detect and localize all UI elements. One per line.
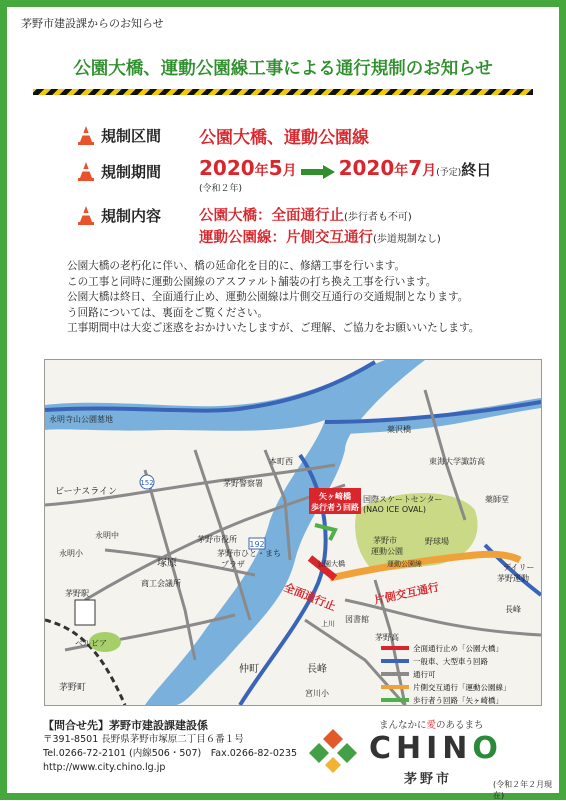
body-line: この工事と同時に運動公園線のアスファルト舗装の打ち換え工事を行います。 — [67, 275, 437, 288]
row-period — [77, 156, 539, 194]
content-line-1 — [199, 204, 412, 225]
reiwa-note: (令和２年) — [199, 184, 243, 194]
page-title: 公園大橋、運動公園線工事による通行規制のお知らせ — [73, 59, 493, 79]
map-label: 図書館 — [345, 615, 369, 624]
chino-logo — [369, 731, 503, 766]
tagline-ai: 愛 — [426, 720, 437, 731]
content-label: 規制内容 — [101, 207, 162, 225]
map-label: 野球場 — [425, 537, 449, 546]
detour-map — [44, 359, 542, 706]
section-label: 規制区間 — [101, 127, 162, 145]
city-name: 茅野市 — [404, 772, 453, 787]
section-value: 公園大橋、運動公園線 — [199, 128, 369, 148]
as-of-date: (令和２年２月現在) — [493, 780, 553, 800]
map-label: 茅野市ひと・まち — [217, 549, 281, 558]
map-label: 片側交互通行 — [372, 580, 441, 607]
map-label: デイリー — [503, 563, 535, 572]
contact-head: 【問合せ先】茅野市建設課建設係 — [43, 719, 208, 732]
body-line: 公園大橋の老朽化に伴い、橋の延命化を目的に、修繕工事を行います。 — [67, 260, 406, 272]
map-label: 商工会議所 — [141, 579, 181, 588]
traffic-cone-icon — [77, 161, 95, 181]
legend-label: 歩行者う回路「矢ヶ崎橋」 — [413, 696, 503, 705]
content-line-2 — [199, 226, 441, 247]
route-152-label: 152 — [140, 479, 154, 487]
map-label: プラザ — [221, 560, 245, 569]
period-value — [199, 156, 491, 180]
map-label: 歩行者う回路 — [311, 503, 359, 512]
map-label: 薬師堂 — [485, 495, 509, 504]
legend-label: 全面通行止め「公園大橋」 — [413, 644, 503, 653]
map-svg — [45, 360, 541, 705]
period-start-month: 5 — [268, 156, 283, 180]
map-label: 茅野運動 — [497, 574, 529, 583]
map-label: 長峰 — [505, 605, 521, 614]
body-line: 工事期間中は大変ご迷惑をおかけいたしますが、ご理解、ご協力をお願いいたします。 — [67, 322, 480, 334]
traffic-cone-icon — [77, 125, 95, 145]
map-label: 茅野警察署 — [223, 479, 263, 488]
heart-logo-icon — [307, 727, 359, 775]
map-label: 東海大学諏訪高 — [429, 457, 485, 466]
content-line-1-text: 公園大橋：全面通行止 — [199, 208, 344, 224]
map-label: 永明小 — [59, 549, 83, 558]
period-start-year: 2020 — [199, 156, 255, 180]
period-end-year: 2020 — [338, 156, 395, 180]
period-label: 規制期間 — [101, 163, 162, 181]
period-yotei: (予定) — [436, 168, 462, 178]
route-192-label: 192 — [249, 540, 265, 549]
map-label: 茅野高 — [375, 633, 399, 642]
contact-address: 〒391-8501 長野県茅野市塚原二丁目６番１号 — [43, 734, 244, 745]
logo-text: CHIN — [369, 731, 473, 766]
map-label: 茅野市役所 — [197, 535, 237, 544]
chino-station-marker — [75, 600, 95, 625]
map-label: 長峰 — [307, 664, 327, 675]
unit-month: 月 — [422, 163, 437, 179]
period-end-word: 終日 — [461, 161, 492, 179]
map-label: 永明中 — [95, 531, 119, 540]
contact-tel: Tel.0266-72-2101 (内線506・507) Fax.0266-82-0235 — [43, 748, 298, 759]
map-label: 茅野町 — [59, 683, 87, 693]
map-label: ベルビア — [75, 639, 107, 648]
traffic-cone-icon — [77, 205, 95, 225]
legend-label: 一般車、大型車う回路 — [413, 657, 488, 666]
content-line-2-text: 運動公園線：片側交互通行 — [199, 230, 373, 246]
row-content — [77, 203, 539, 247]
logo-text-o: O — [472, 731, 503, 766]
map-label: 永明寺山公園墓地 — [49, 415, 113, 424]
map-label: ビーナスライン — [55, 487, 118, 497]
tagline-part: まんなかに — [379, 720, 427, 731]
map-legend — [381, 643, 511, 705]
content-line-2-note: (歩道規制なし) — [373, 234, 441, 245]
legend-label: 通行可 — [413, 670, 436, 679]
content-line-1-note: (歩行者も不可) — [344, 212, 412, 223]
map-label: 塚原 — [157, 558, 177, 569]
tagline-part: のあるまち — [436, 720, 484, 731]
row-section — [77, 123, 539, 149]
map-label: 茅野駅 — [65, 589, 89, 598]
body-text — [67, 259, 547, 337]
map-label: 公園大橋 — [317, 560, 345, 568]
map-label: 矢ヶ崎橋 — [319, 492, 351, 501]
hazard-stripe — [33, 89, 533, 95]
contact-url[interactable]: http://www.city.chino.lg.jp — [43, 762, 166, 773]
map-label: 茅野市 — [373, 536, 397, 545]
unit-year: 年 — [394, 163, 409, 179]
legend-label: 片側交互通行「運動公園線」 — [413, 683, 511, 692]
map-label: (NAO ICE OVAL) — [363, 505, 426, 514]
city-tagline — [379, 717, 484, 731]
body-line: 公園大橋は終日、全面通行止め、運動公園線は片側交互通行の交通規制となります。 — [67, 291, 469, 303]
unit-month: 月 — [282, 163, 297, 179]
unit-year: 年 — [254, 163, 269, 179]
arrow-right-icon — [301, 165, 335, 179]
map-label: 運動公園線 — [387, 560, 422, 568]
body-line: う回路については、裏面をご覧ください。 — [67, 306, 269, 319]
map-label: 運動公園 — [371, 547, 403, 556]
map-label: 宮川小 — [305, 689, 329, 698]
map-label: 国際スケートセンター — [363, 495, 443, 504]
map-label: 全面通行止 — [281, 580, 338, 614]
map-label: 本町西 — [269, 457, 293, 466]
header-label: 茅野市建設課からのお知らせ — [21, 17, 164, 30]
map-label: 上川 — [321, 620, 335, 628]
map-label: 薬沢橋 — [387, 425, 411, 434]
contact-info — [43, 719, 297, 775]
period-end-month: 7 — [408, 156, 423, 180]
map-label: 仲町 — [239, 664, 259, 675]
